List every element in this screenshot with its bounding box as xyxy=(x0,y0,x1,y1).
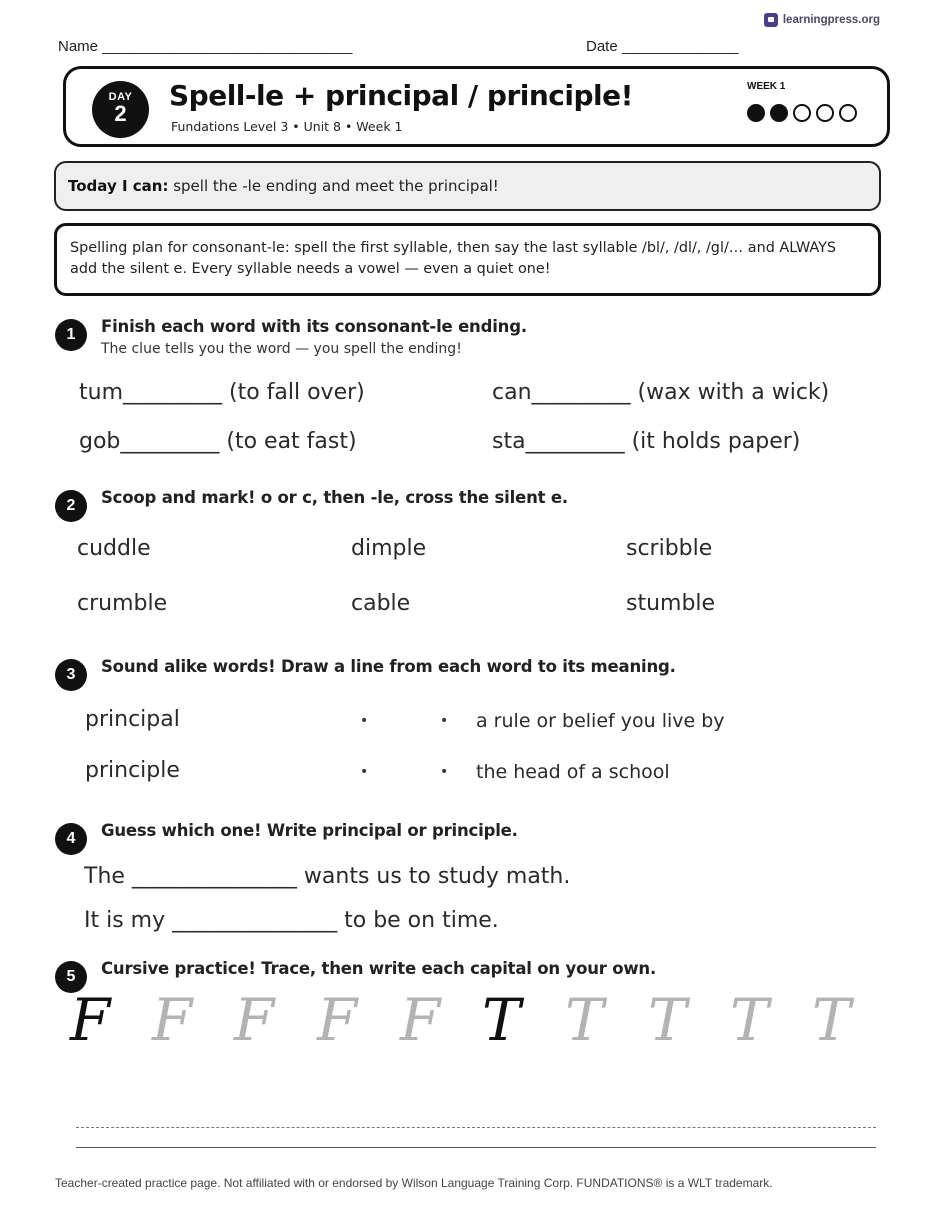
section-number-4: 4 xyxy=(55,823,87,855)
match-dot-left[interactable]: • xyxy=(360,713,369,729)
goal-label: Today I can: xyxy=(68,177,169,195)
cursive-trace-letter: F xyxy=(152,986,193,1054)
brand xyxy=(764,13,880,27)
spelling-plan-box: Spelling plan for consonant-le: spell the first syllable, then say the last syllable /bl/, /dl/, /gl/… and ALWAYS add the silent e. Every syllable needs a vowel — even a quiet one! xyxy=(54,223,881,296)
match-word: principle xyxy=(85,758,180,783)
match-word: principal xyxy=(85,707,180,732)
date-field[interactable]: Date ______________ xyxy=(586,38,739,55)
section-number-2: 2 xyxy=(55,490,87,522)
section-title-1: Finish each word with its consonant-le ending. xyxy=(101,317,527,336)
section-number-1: 1 xyxy=(55,319,87,351)
section-title-4: Guess which one! Write principal or principle. xyxy=(101,821,518,840)
word-blank-item[interactable]: sta_________ (it holds paper) xyxy=(492,429,801,454)
footer-disclaimer: Teacher-created practice page. Not affiliated with or endorsed by Wilson Language Training Corp. FUNDATIONS® is a WLT trademark. xyxy=(55,1176,773,1190)
cursive-practice-row xyxy=(0,986,935,1060)
day-label: DAY xyxy=(108,91,133,103)
cursive-model-letter: T xyxy=(482,986,521,1054)
scoop-word: crumble xyxy=(77,591,168,616)
brand-text: learningpress.org xyxy=(782,14,880,26)
goal-text: spell the -le ending and meet the principal! xyxy=(168,177,499,195)
day-badge xyxy=(92,81,149,138)
fill-sentence[interactable]: It is my _______________ to be on time. xyxy=(84,908,499,933)
scoop-word: dimple xyxy=(351,536,427,561)
week-progress-dots xyxy=(747,104,857,122)
word-blank-item[interactable]: can_________ (wax with a wick) xyxy=(492,380,830,405)
section-title-2: Scoop and mark! o or c, then -le, cross the silent e. xyxy=(101,488,568,507)
week-dot-empty xyxy=(816,104,834,122)
header-box xyxy=(63,66,890,147)
writing-guide-dashed xyxy=(76,1127,876,1128)
word-blank-item[interactable]: tum_________ (to fall over) xyxy=(79,380,365,405)
page-subtitle: Fundations Level 3 • Unit 8 • Week 1 xyxy=(171,119,403,134)
cursive-model-letter: F xyxy=(70,986,111,1054)
week-dot-empty xyxy=(839,104,857,122)
scoop-word: cable xyxy=(351,591,411,616)
book-icon xyxy=(764,13,778,27)
writing-baseline[interactable] xyxy=(76,1147,876,1148)
match-meaning: the head of a school xyxy=(476,761,670,783)
cursive-trace-letter: F xyxy=(234,986,275,1054)
week-dot-filled xyxy=(747,104,765,122)
scoop-word: cuddle xyxy=(77,536,151,561)
cursive-trace-letter: F xyxy=(317,986,358,1054)
page-title: Spell-le + principal / principle! xyxy=(169,79,633,112)
scoop-word: stumble xyxy=(626,591,716,616)
section-title-5: Cursive practice! Trace, then write each capital on your own. xyxy=(101,959,657,978)
cursive-trace-letter: T xyxy=(730,986,769,1054)
match-dot-left[interactable]: • xyxy=(360,764,369,780)
week-dot-filled xyxy=(770,104,788,122)
word-blank-item[interactable]: gob_________ (to eat fast) xyxy=(79,429,357,454)
section-subtitle-1: The clue tells you the word — you spell the ending! xyxy=(101,341,462,357)
day-number: 2 xyxy=(114,101,127,126)
goal-box xyxy=(54,161,881,211)
week-dot-empty xyxy=(793,104,811,122)
week-label: WEEK 1 xyxy=(747,81,786,92)
match-meaning: a rule or belief you live by xyxy=(476,710,725,732)
cursive-trace-letter: T xyxy=(812,986,851,1054)
fill-sentence[interactable]: The _______________ wants us to study math. xyxy=(84,864,571,889)
section-title-3: Sound alike words! Draw a line from each word to its meaning. xyxy=(101,657,676,676)
match-dot-right[interactable]: • xyxy=(440,713,449,729)
cursive-trace-letter: T xyxy=(648,986,687,1054)
section-number-3: 3 xyxy=(55,659,87,691)
cursive-trace-letter: F xyxy=(400,986,441,1054)
match-dot-right[interactable]: • xyxy=(440,764,449,780)
section-number-5: 5 xyxy=(55,961,87,993)
cursive-trace-letter: T xyxy=(565,986,604,1054)
scoop-word: scribble xyxy=(626,536,713,561)
name-field[interactable]: Name ______________________________ xyxy=(58,38,353,55)
